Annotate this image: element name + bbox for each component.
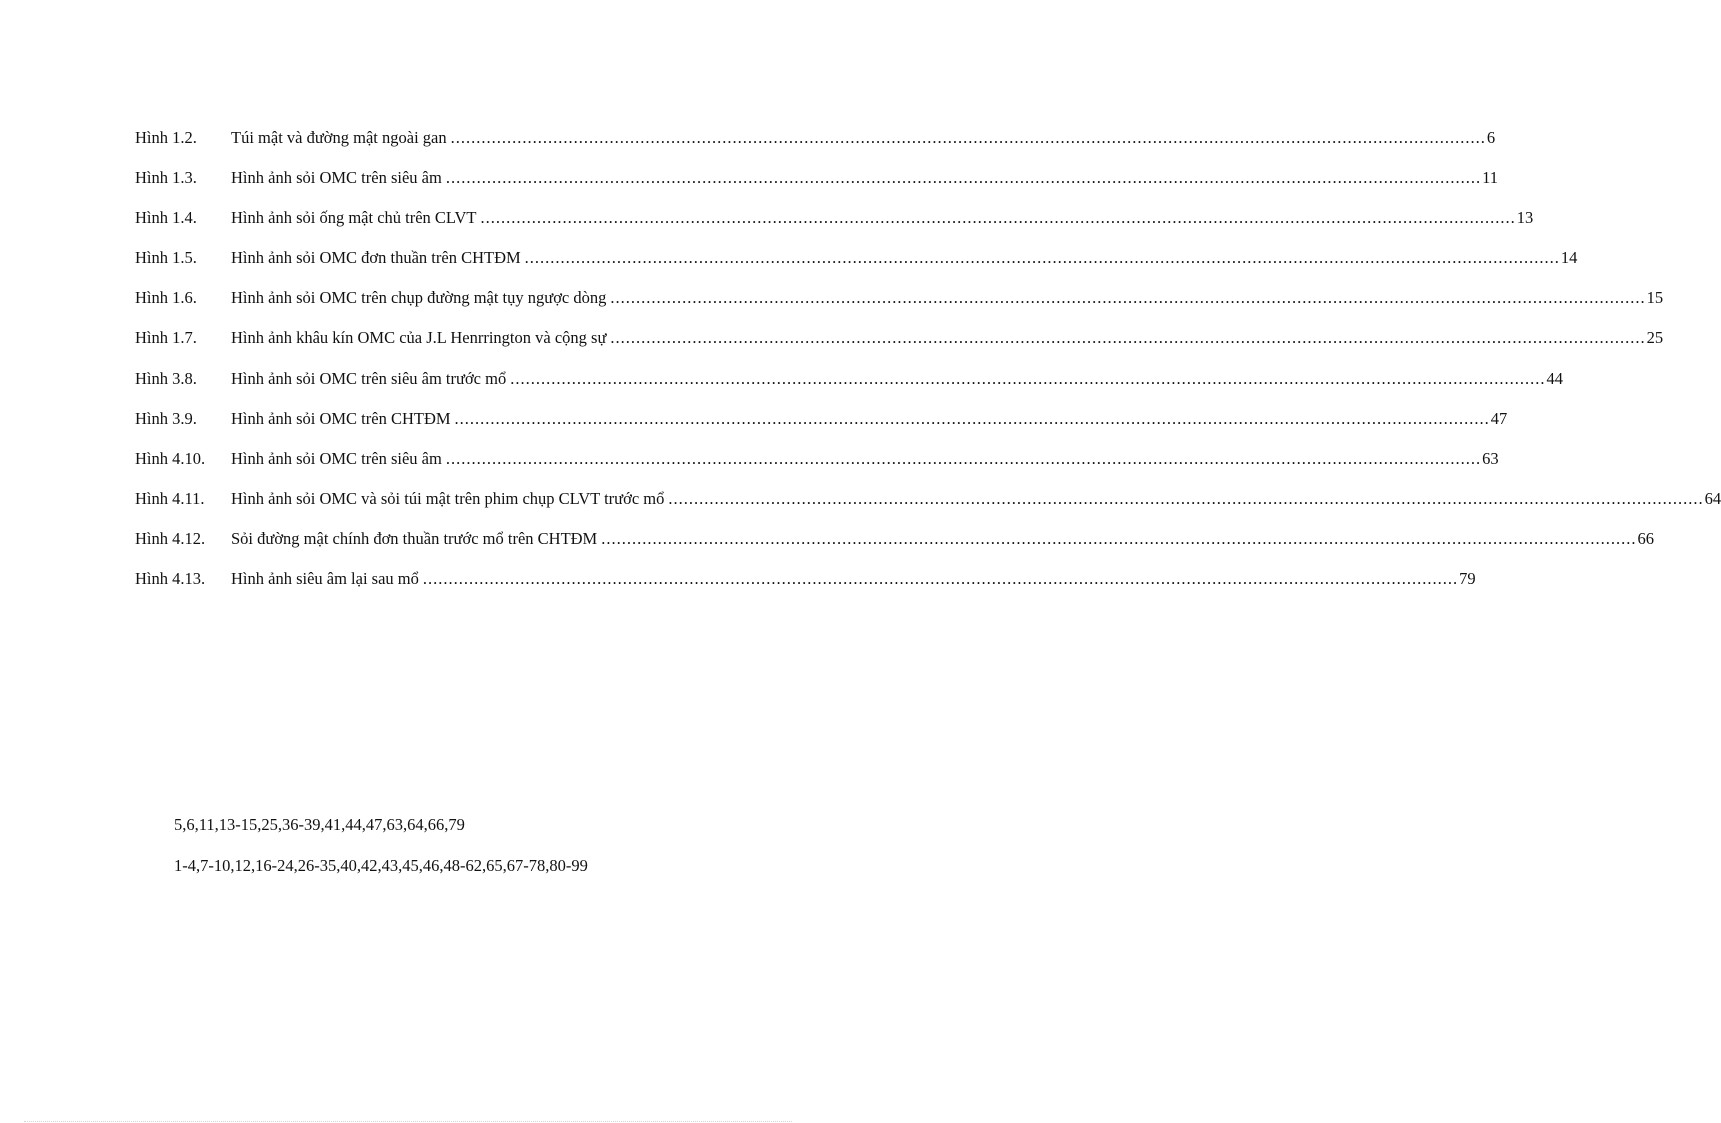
figure-title: Hình ảnh sỏi ống mật chủ trên CLVT — [231, 208, 477, 228]
figure-list-row — [135, 488, 1721, 531]
dot-leader — [610, 290, 1645, 307]
dot-leader — [451, 130, 1486, 147]
figure-title: Túi mật và đường mật ngoài gan — [231, 128, 447, 147]
figure-label: Hình 4.11. — [135, 488, 205, 508]
dot-leader — [601, 531, 1636, 548]
figure-label: Hình 1.6. — [135, 288, 197, 308]
page-list-line: 1-4,7-10,12,16-24,26-35,40,42,43,45,46,48-62,65,67-78,80-99 — [174, 856, 588, 875]
figure-page-number: 15 — [1646, 288, 1664, 308]
figure-list-row — [135, 528, 1654, 571]
figure-list-row — [135, 168, 1498, 210]
dot-leader — [446, 451, 1481, 468]
figure-list — [135, 128, 1721, 611]
figure-list-row — [135, 288, 1664, 330]
figure-title: Hình ảnh sỏi OMC trên CHTĐM — [231, 408, 451, 428]
figure-list-row — [135, 569, 1476, 611]
figure-list-row — [135, 328, 1664, 370]
dot-leader — [610, 330, 1645, 347]
figure-label: Hình 4.10. — [135, 448, 206, 468]
figure-page-number: 6 — [1486, 128, 1496, 147]
figure-label: Hình 1.7. — [135, 328, 197, 348]
figure-label: Hình 4.13. — [135, 569, 206, 589]
dot-leader — [510, 371, 1545, 388]
figure-label: Hình 1.3. — [135, 168, 197, 188]
figure-label: Hình 1.5. — [135, 248, 197, 268]
figure-page-number: 63 — [1482, 448, 1499, 468]
figure-title: Hình ảnh sỏi OMC và sỏi túi mật trên phim chụp CLVT trước mổ — [231, 488, 665, 508]
figure-list-row — [135, 248, 1578, 290]
figure-label: Hình 4.12. — [135, 528, 206, 548]
figure-page-number: 64 — [1704, 488, 1721, 508]
page-bottom-divider — [24, 1121, 792, 1122]
figure-label: Hình 1.4. — [135, 208, 197, 228]
dot-leader — [668, 491, 1703, 508]
figure-list-row — [135, 368, 1563, 411]
figure-label: Hình 3.8. — [135, 368, 197, 388]
figure-title: Hình ảnh sỏi OMC trên siêu âm — [231, 168, 442, 188]
figure-page-number: 11 — [1482, 168, 1498, 188]
figure-title: Hình ảnh khâu kín OMC của J.L Henrrington và cộng sự — [231, 328, 607, 348]
figure-title: Hình ảnh sỏi OMC trên chụp đường mật tụy ngược dòng — [231, 288, 607, 308]
page-list-line: 5,6,11,13-15,25,36-39,41,44,47,63,64,66,79 — [174, 815, 465, 834]
figure-page-number: 47 — [1490, 408, 1508, 428]
figure-page-number: 14 — [1560, 248, 1578, 268]
figure-label: Hình 1.2. — [135, 128, 197, 147]
figure-title: Hình ảnh sỏi OMC trên siêu âm — [231, 448, 442, 468]
figure-title: Sỏi đường mật chính đơn thuần trước mổ trên CHTĐM — [231, 528, 598, 548]
figure-page-number: 79 — [1459, 569, 1476, 589]
figure-list-row — [135, 208, 1534, 250]
figure-page-number: 25 — [1646, 328, 1664, 348]
figure-title: Hình ảnh sỏi OMC trên siêu âm trước mổ — [231, 368, 507, 388]
figure-list-row — [135, 128, 1496, 170]
figure-list-row — [135, 448, 1499, 491]
figure-page-number: 66 — [1637, 528, 1654, 548]
figure-title: Hình ảnh sỏi OMC đơn thuần trên CHTĐM — [231, 248, 521, 268]
figure-page-number: 44 — [1546, 368, 1563, 388]
figure-list-row — [135, 408, 1508, 451]
dot-leader — [455, 411, 1490, 428]
figure-label: Hình 3.9. — [135, 408, 197, 428]
figure-page-number: 13 — [1516, 208, 1534, 228]
page-number-lists — [174, 817, 588, 899]
dot-leader — [423, 571, 1458, 588]
dot-leader — [481, 210, 1516, 227]
dot-leader — [446, 170, 1481, 187]
figure-title: Hình ảnh siêu âm lại sau mổ — [231, 569, 419, 589]
dot-leader — [525, 250, 1560, 267]
